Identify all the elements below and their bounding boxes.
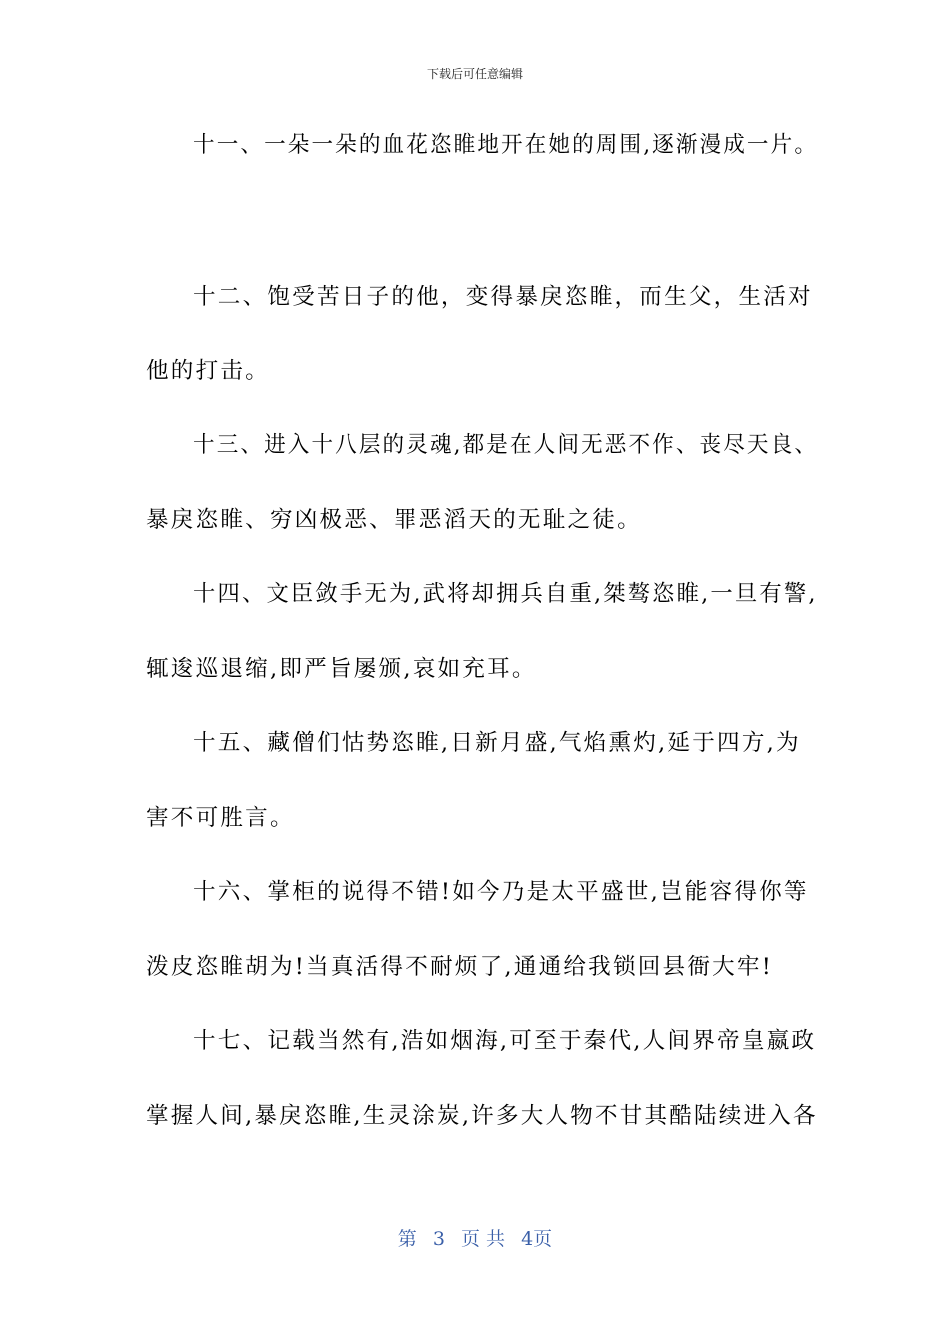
paragraph-line: 十四、文臣敛手无为,武将却拥兵自重,桀骜恣睢,一旦有警, — [193, 581, 818, 607]
footer-middle: 页 共 — [461, 1228, 506, 1250]
page-footer — [0, 1226, 950, 1252]
paragraph-line: 十一、一朵一朵的血花恣睢地开在她的周围,逐渐漫成一片。 — [193, 132, 819, 158]
paragraph-line: 十三、进入十八层的灵魂,都是在人间无恶不作、丧尽天良、 — [193, 432, 819, 458]
paragraph-line: 暴戾恣睢、穷凶极恶、罪恶滔天的无耻之徒。 — [146, 507, 642, 533]
paragraph-line: 十六、掌柜的说得不错!如今乃是太平盛世,岂能容得你等 — [193, 879, 809, 905]
paragraph-line: 十二、饱受苦日子的他，变得暴戾恣睢，而生父，生活对 — [193, 284, 813, 310]
paragraph-line: 十五、藏僧们怙势恣睢,日新月盛,气焰熏灼,延于四方,为 — [193, 730, 801, 756]
paragraph-line: 掌握人间,暴戾恣睢,生灵涂炭,许多大人物不甘其酷陆续进入各 — [146, 1103, 818, 1129]
paragraph-line: 害不可胜言。 — [146, 805, 295, 831]
footer-prefix: 第 — [397, 1228, 417, 1250]
page-header: 下载后可任意编辑 — [426, 67, 523, 81]
paragraph-line: 他的打击。 — [146, 358, 270, 384]
footer-total-pages: 4页 — [521, 1228, 553, 1250]
paragraph-line: 泼皮恣睢胡为!当真活得不耐烦了,通通给我锁回县衙大牢! — [146, 954, 773, 980]
paragraph-line: 辄逡巡退缩,即严旨屡颁,哀如充耳。 — [146, 656, 537, 682]
paragraph-line: 十七、记载当然有,浩如烟海,可至于秦代,人间界帝皇嬴政 — [193, 1028, 817, 1054]
footer-current-page: 3 — [432, 1228, 445, 1250]
